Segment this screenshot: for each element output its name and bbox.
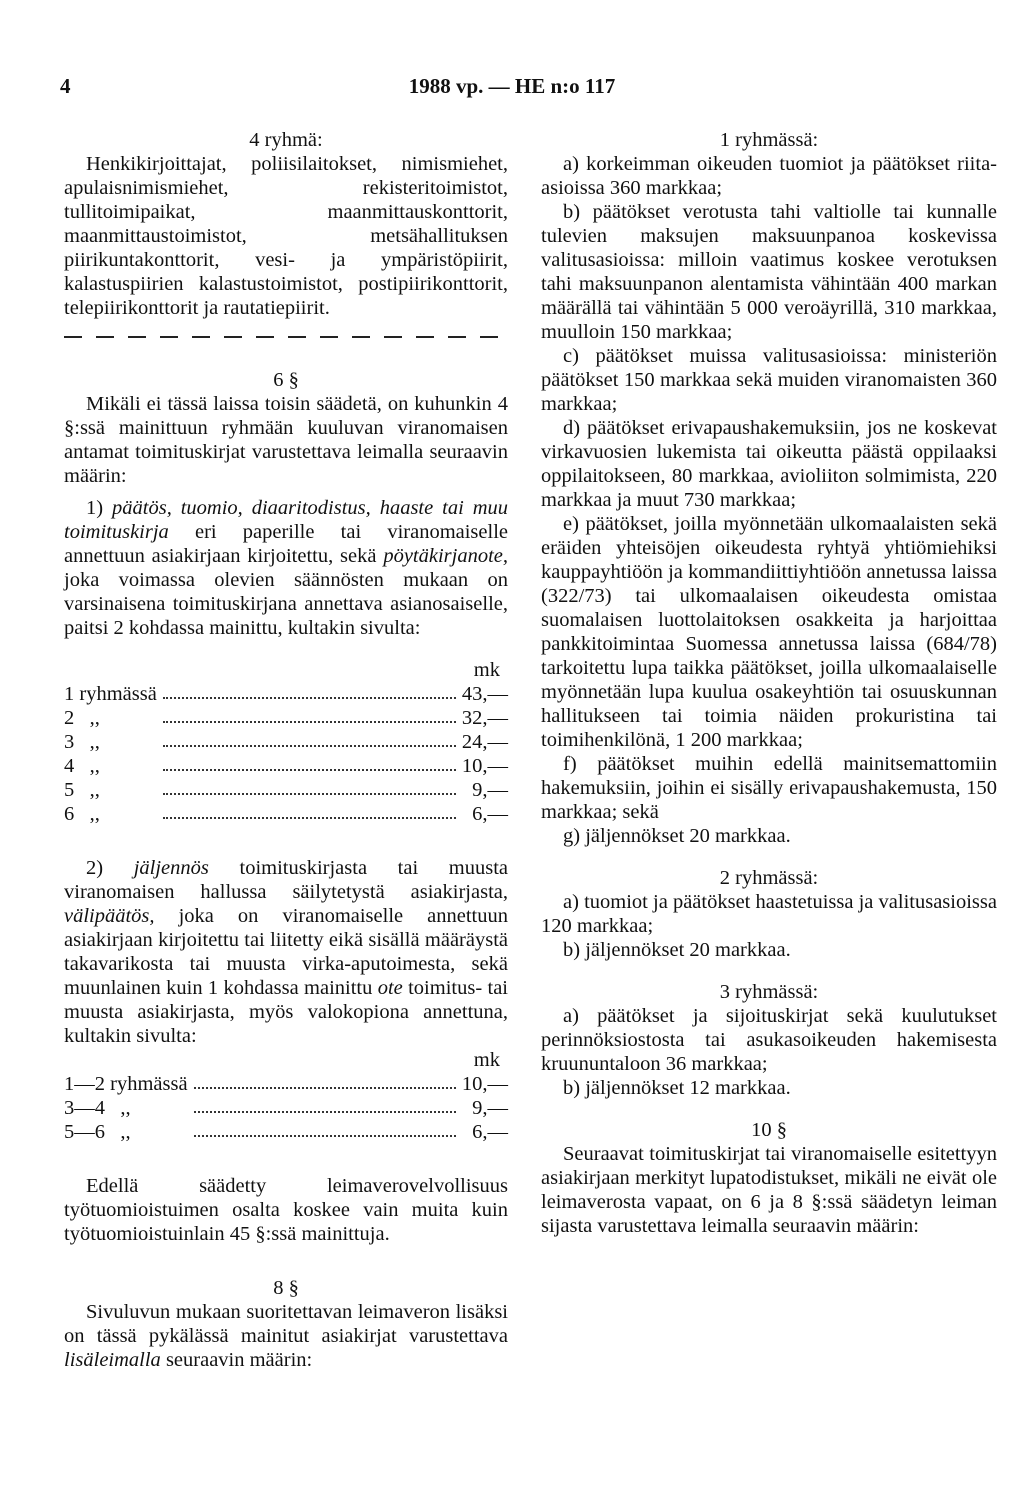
rate-amount: 10,— <box>461 1073 508 1095</box>
rate-row <box>64 1096 508 1120</box>
section-8-italic: lisäleimalla <box>64 1349 161 1371</box>
item-2-text-a: toimituskirjasta tai muusta viranomaisen hallussa säilytetystä asiakirjasta, <box>64 857 508 903</box>
table-2-unit: mk <box>473 1049 500 1071</box>
rate-label: 3—4 ,, <box>64 1097 131 1119</box>
item-1-paragraph <box>64 496 508 640</box>
item-2-italic: jäljennös <box>133 857 209 879</box>
rate-label: 2 ,, <box>64 707 100 729</box>
rate-table-1 <box>64 682 508 826</box>
list-item: a) päätökset ja sijoituskirjat sekä kuulutukset perinnöksiostosta tai asukasoikeuden hakemisesta kruununtaloon 36 markkaa; <box>541 1005 997 1075</box>
leader-dots <box>157 706 462 730</box>
list-item: g) jäljennökset 20 markkaa. <box>563 825 791 847</box>
rate-row <box>64 802 508 826</box>
leader-dots <box>157 754 462 778</box>
rate-row <box>64 706 508 730</box>
section-10-text: Seuraavat toimituskirjat tai viranomaiselle esitettyyn asiakirjaan merkityt lupatodistukset, mikäli ne eivät ole leimaverosta vapaat, on 6 ja 8 §:ssä säädetyn leiman sijasta varustettava leimalla seuraavin määrin: <box>541 1143 997 1237</box>
leader-dots <box>157 682 462 706</box>
leader-dots <box>188 1096 462 1120</box>
left-column <box>64 128 508 1372</box>
leader-dots <box>188 1120 462 1144</box>
item-2-text-b: joka on viranomaiselle annettuun asiakirjaan kirjoitettu tai liitetty eikä sisällä määräystä takavarikosta tai muusta virka-aputoimesta, sekä muunlainen kuin 1 kohdassa mainittu <box>64 905 508 999</box>
rate-label: 5—6 ,, <box>64 1121 131 1143</box>
section-8-text-b: seuraavin määrin: <box>160 1349 313 1371</box>
rate-amount: 24,— <box>461 731 508 753</box>
section-8-text-a: Sivuluvun mukaan suoritettavan leimaveron lisäksi on tässä pykälässä mainitut asiakirjat varustettava <box>64 1301 508 1347</box>
rate-amount: 43,— <box>461 683 508 705</box>
rate-label: 1 ryhmässä <box>64 683 157 705</box>
item-2-italic-b: välipäätös, <box>64 905 155 927</box>
page-header <box>60 74 964 104</box>
item-1-text-b: joka voimassa olevien säännösten mukaan on varsinaisena toimituskirjana annettava asianosaiselle, paitsi 2 kohdassa mainittu, kultakin sivulta: <box>64 569 508 639</box>
rate-amount: 6,— <box>472 1121 508 1143</box>
item-2-number: 2) <box>86 857 104 879</box>
rate-amount: 6,— <box>472 803 508 825</box>
running-title: 1988 vp. — HE n:o 117 <box>408 74 616 98</box>
list-item: e) päätökset, joilla myönnetään ulkomaalaisten sekä eräiden yhteisöjen oikeudesta ryhtyä yhtiömiehiksi kauppayhtiöön ja kommandiittiyhtiöön annetussa laissa (322/73) tai ulkomaalaisen oikeudesta omistaa suomalaisen luottolaitoksen osakkeita ja harjoittaa pankkitoimintaa Suomessa annetussa laissa (684/78) tarkoitettu lupa taikka päätökset, joilla ulkomaalaiselle myönnetään lupa kuulua osakeyhtiön tai osuuskunnan hallitukseen tai toimia näiden prokuristina tai toimihenkilönä, 1 200 markkaa; <box>541 513 997 751</box>
rate-label: 6 ,, <box>64 803 100 825</box>
list-item: a) tuomiot ja päätökset haastetuissa ja valitusasioissa 120 markkaa; <box>541 891 997 937</box>
group4-heading: 4 ryhmä: <box>249 129 323 151</box>
list-item: b) jäljennökset 20 markkaa. <box>563 939 791 961</box>
list-item: a) korkeimman oikeuden tuomiot ja päätökset riita-asioissa 360 markkaa; <box>541 153 997 199</box>
page-number: 4 <box>60 74 71 98</box>
rate-amount: 10,— <box>461 755 508 777</box>
leader-dots <box>157 730 462 754</box>
list-item: f) päätökset muihin edellä mainitsemattomiin hakemuksiin, joihin ei sisälly erivapaushakemusta, 150 markkaa; sekä <box>541 753 997 823</box>
rate-row <box>64 730 508 754</box>
section-8-text <box>64 1300 508 1372</box>
rate-row <box>64 682 508 706</box>
group-3-heading: 3 ryhmässä: <box>719 981 819 1003</box>
rate-table-2 <box>64 1072 508 1144</box>
rate-label: 5 ,, <box>64 779 100 801</box>
rate-row <box>64 1072 508 1096</box>
list-item: b) päätökset verotusta tahi valtiolle tai kunnalle tulevien maksujen maksuunpanoa koskevissa valitusasioissa: milloin vaatimus koskee verotuksen tahi maksuunpanon alentamista vähintään 400 markan määrällä tai vähintään 5 000 veroäyrillä, 310 markkaa, muulloin 150 markkaa; <box>541 201 997 343</box>
rate-amount: 32,— <box>461 707 508 729</box>
closing-paragraph: Edellä säädetty leimaverovelvollisuus työtuomioistuimen osalta koskee vain muita kuin työtuomioistuinlain 45 §:ssä mainittuja. <box>64 1175 508 1245</box>
list-item: b) jäljennökset 12 markkaa. <box>563 1077 791 1099</box>
section-10-heading: 10 § <box>751 1119 787 1141</box>
item-2-text-c: toimitus- tai muusta asiakirjasta, myös valokopiona annettuna, kultakin sivulta: <box>64 977 508 1047</box>
right-column <box>541 128 997 1238</box>
list-item: c) päätökset muissa valitusasioissa: ministeriön päätökset 150 markkaa sekä muiden viranomaisten 360 markkaa; <box>541 345 997 415</box>
item-2-paragraph <box>64 856 508 1048</box>
leader-dots <box>157 802 462 826</box>
rate-row <box>64 754 508 778</box>
item-1-italic: päätös, tuomio, diaaritodistus, haaste tai muu toimituskirja <box>64 497 509 543</box>
rate-amount: 9,— <box>472 1097 508 1119</box>
item-1-italic-b: pöytäkirjanote, <box>383 545 508 567</box>
rate-label: 3 ,, <box>64 731 100 753</box>
leader-dots <box>188 1072 462 1096</box>
rate-row <box>64 1120 508 1144</box>
item-1-text-a: eri paperille tai viranomaiselle annettuun asiakirjaan kirjoitettu, sekä <box>64 521 508 567</box>
group-3-list <box>541 1004 997 1100</box>
section-6-heading: 6 § <box>273 369 299 391</box>
section-8-heading: 8 § <box>273 1277 299 1299</box>
group-1-heading: 1 ryhmässä: <box>719 129 819 151</box>
section-6-intro: Mikäli ei tässä laissa toisin säädetä, on kuhunkin 4 §:ssä mainittuun ryhmään kuuluvan viranomaisen antamat toimituskirjat varustettava leimalla seuraavin määrin: <box>64 393 508 487</box>
item-2-italic-c: ote <box>377 977 403 999</box>
group4-text: Henkikirjoittajat, poliisilaitokset, nimismiehet, apulaisnimismiehet, rekisteritoimistot, tullitoimipaikat, maanmittauskonttorit, maanmittaustoimistot, metsähallituksen piirikuntakonttorit, vesi- ja ympäristöpiirit, kalastuspiirien kalastustoimistot, postipiirikonttorit, telepiirikonttorit ja rautatiepiirit. <box>64 153 508 319</box>
item-1-number: 1) <box>86 497 104 519</box>
group-1-list <box>541 152 997 848</box>
leader-dots <box>157 778 462 802</box>
rate-amount: 9,— <box>472 779 508 801</box>
group-2-heading: 2 ryhmässä: <box>719 867 819 889</box>
rate-row <box>64 778 508 802</box>
rate-label: 4 ,, <box>64 755 100 777</box>
rate-label: 1—2 ryhmässä <box>64 1073 188 1095</box>
table-1-unit: mk <box>473 659 500 681</box>
list-item: d) päätökset erivapaushakemuksiin, jos ne koskevat virkavuosien lukemista tai oikeutta päästä oppilaaksi oppilaitokseen, 80 markkaa, avioliiton solmimista, 220 markkaa ja muut 730 markkaa; <box>541 417 997 511</box>
group-2-list <box>541 890 997 962</box>
